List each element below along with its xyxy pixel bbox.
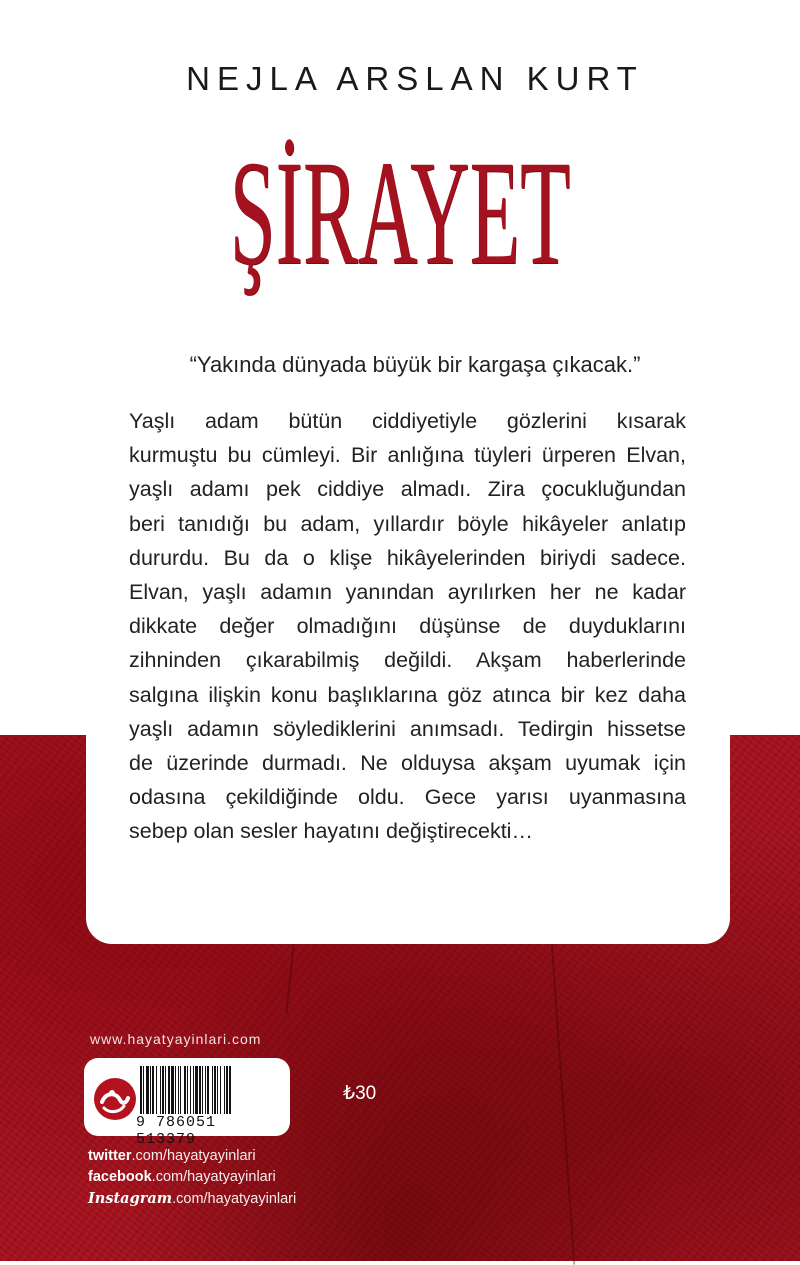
barcode-bar [229, 1066, 231, 1114]
blurb-line: yaşlı adamı pek ciddiye almadı. Zira çocukluğundan [129, 477, 686, 502]
social-links [88, 1146, 296, 1210]
barcode-bar [202, 1066, 203, 1114]
barcode-bar [152, 1066, 154, 1114]
barcode-bar [180, 1066, 181, 1114]
barcode-bar [220, 1066, 221, 1114]
barcode-bar [150, 1066, 151, 1114]
barcode-bar [190, 1066, 191, 1114]
author-name: NEJLA ARSLAN KURT [186, 60, 644, 97]
barcode-bar [171, 1066, 174, 1114]
barcode-bar [193, 1066, 194, 1114]
publisher-website: www.hayatyayinlari.com [90, 1031, 262, 1047]
barcode-bar [226, 1066, 228, 1114]
blurb-line: yaşlı adamın söylediklerini anımsadı. Tedirgin hissetse [129, 716, 686, 741]
barcode-bar [165, 1066, 166, 1114]
blurb-line: odasına çekildiğinde oldu. Gece yarısı uyanmasına [129, 785, 686, 810]
blurb-body [129, 404, 686, 849]
blurb-line: sebep olan sesler hayatını değiştirecekti… [129, 819, 533, 844]
barcode-bar [178, 1066, 179, 1114]
barcode-bar [207, 1066, 209, 1114]
barcode-bar [146, 1066, 149, 1114]
barcode-bar [143, 1066, 144, 1114]
barcode-bar [199, 1066, 201, 1114]
twitter-label: twitter [88, 1148, 132, 1164]
instagram-link[interactable] [88, 1188, 296, 1210]
facebook-link[interactable] [88, 1167, 296, 1188]
barcode-bar [156, 1066, 157, 1114]
price-label: ₺30 [343, 1083, 377, 1104]
barcode-bar [214, 1066, 216, 1114]
blurb-line: dururdu. Bu da o klişe hikâyelerinden biriydi sadece. [129, 545, 686, 570]
barcode-panel [84, 1058, 290, 1148]
blurb-line: zihninden çıkarabilmiş değildi. Akşam haberlerinde [129, 648, 686, 673]
barcode-bar [195, 1066, 198, 1114]
blurb-line: Elvan, yaşlı adamın yanından ayrılırken her ne kadar [129, 580, 686, 605]
barcode-bar [212, 1066, 213, 1114]
blurb-line: Yaşlı adam bütün ciddiyetiyle gözlerini kısarak [129, 409, 686, 433]
barcode-bar [205, 1066, 206, 1114]
blurb-line: beri tanıdığı bu adam, yıllardır böyle hikâyeler anlatıp [129, 511, 686, 536]
barcode-bar [168, 1066, 170, 1114]
blurb-line: salgına ilişkin konu başlıklarına göz atınca bir kez daha [129, 682, 686, 707]
book-title: ŞİRAYET [229, 130, 571, 296]
blurb-quote: “Yakında dünyada büyük bir kargaşa çıkacak.” [189, 352, 641, 377]
blurb-line: dikkate değer olmadığını düşünse de duyduklarını [129, 614, 686, 639]
blurb-line: kurmuştu bu cümleyi. Bir anlığına tüyleri ürperen Elvan, [129, 443, 686, 468]
instagram-label: Instagram [88, 1190, 173, 1207]
barcode-bar [175, 1066, 176, 1114]
facebook-label: facebook [88, 1169, 152, 1185]
barcode-bar [184, 1066, 186, 1114]
twitter-link[interactable] [88, 1146, 296, 1167]
barcode-bar [162, 1066, 164, 1114]
publisher-logo-icon [94, 1078, 136, 1120]
barcode-bar [217, 1066, 218, 1114]
instagram-path: .com/hayatyayinlari [172, 1191, 297, 1207]
barcode-bar [224, 1066, 225, 1114]
facebook-path: .com/hayatyayinlari [151, 1169, 276, 1185]
blurb-line: de üzerinde durmadı. Ne olduysa akşam uyumak için [129, 751, 686, 776]
barcode-bar [160, 1066, 161, 1114]
twitter-path: .com/hayatyayinlari [131, 1148, 256, 1164]
barcode-bar [187, 1066, 188, 1114]
isbn-number: 9 786051 513379 [136, 1114, 217, 1148]
barcode-icon [140, 1066, 282, 1114]
barcode-bar [140, 1066, 142, 1114]
